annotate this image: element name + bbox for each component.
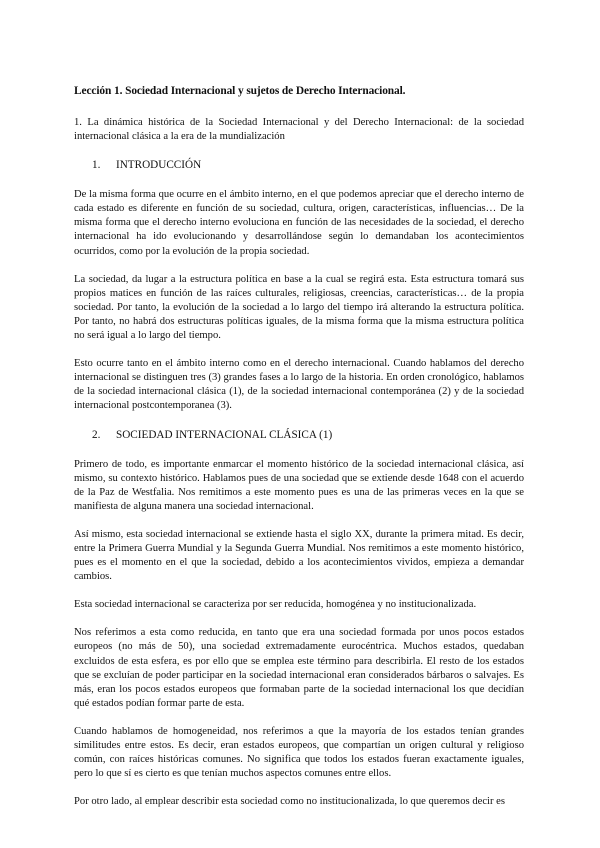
section-title: INTRODUCCIÓN	[116, 159, 202, 172]
section-heading-sociedad-clasica	[74, 428, 524, 442]
paragraph: Así mismo, esta sociedad internacional se extiende hasta el siglo XX, durante la primera mitad. Es decir, entre la Primera Guerra Mundial y la Segunda Guerra Mundial. Nos remitimos a este momento histórico, pues es el momento en el que la sociedad, debido a los acontecimientos vividos, empieza a demandar cambios.	[74, 528, 524, 583]
section-heading-introduccion	[74, 158, 524, 172]
section-number: 1.	[92, 159, 101, 172]
lesson-title: Lección 1. Sociedad Internacional y sujetos de Derecho Internacional.	[74, 85, 406, 97]
section-number: 2.	[92, 428, 101, 441]
paragraph: De la misma forma que ocurre en el ámbito interno, en el que podemos apreciar que el derecho interno de cada estado es diferente en función de su sociedad, cultura, origen, características, influencias… De la misma forma que el derecho interno evoluciona en función de las necesidades de la sociedad, el derecho internacional ha ido evolucionando y desarrollándose según lo demandaban los acontecimientos ocurridos, como por la evolución de la propia sociedad.	[74, 189, 524, 257]
paragraph: La sociedad, da lugar a la estructura política en base a la cual se regirá esta. Esta estructura tomará sus propios matices en función de las raíces culturales, religiosas, creencias, características… de la propia sociedad. Por tanto, la evolución de la sociedad a lo largo del tiempo irá alterando la estructura política. Por tanto, no habrá dos estructuras políticas iguales, de la misma forma que la misma estructura política no será igual a lo largo del tiempo.	[74, 273, 524, 342]
paragraph: Nos referimos a esta como reducida, en tanto que era una sociedad formada por unos pocos estados europeos (no más de 50), una sociedad extremadamente eurocéntrica. Muchos estados, quedaban excluidos de esta esfera, es por ello que se emplea este término para describirla. El resto de los estados que se excluían de poder participar en la sociedad internacional eran considerados bárbaros o salvajes. Es más, eran los pocos estados europeos que formaban parte de la sociedad internacional los que decidían qué estados podían formar parte de esta.	[74, 627, 524, 709]
lesson-subtitle: 1. La dinámica histórica de la Sociedad Internacional y del Derecho Internacional: de la sociedad internacional clásica a la era de la mundialización	[74, 117, 524, 143]
section-title: SOCIEDAD INTERNACIONAL CLÁSICA (1)	[116, 428, 333, 441]
paragraph: Por otro lado, al emplear describir esta sociedad como no institucionalizada, lo que queremos decir es	[74, 796, 505, 808]
paragraph: Esto ocurre tanto en el ámbito interno como en el derecho internacional. Cuando hablamos del derecho internacional se distinguen tres (3) grandes fases a lo largo de la historia. En orden cronológico, hablamos de la sociedad internacional clásica (1), de la sociedad internacional contemporánea (2) y de la sociedad internacional postcontemporanea (3).	[74, 358, 524, 412]
paragraph: Esta sociedad internacional se caracteriza por ser reducida, homogénea y no institucionalizada.	[74, 599, 477, 611]
paragraph: Primero de todo, es importante enmarcar el momento histórico de la sociedad internacional clásica, así mismo, su contexto histórico. Hablamos pues de una sociedad que se extiende desde 1648 con el acuerdo de la Paz de Westfalia. Nos remitimos a este momento pues es una de las primeras veces en la que se manifiesta de alguna manera una sociedad internacional.	[74, 458, 524, 512]
paragraph: Cuando hablamos de homogeneidad, nos referimos a que la mayoría de los estados tenían grandes similitudes entre estos. Es decir, eran estados europeos, que compartían un origen cultural y religioso común, con raíces históricas comunes. No significa que todos los estados fueran exactamente iguales, pero lo que sí es cierto es que tenían muchos aspectos comunes entre ellos.	[74, 725, 524, 780]
